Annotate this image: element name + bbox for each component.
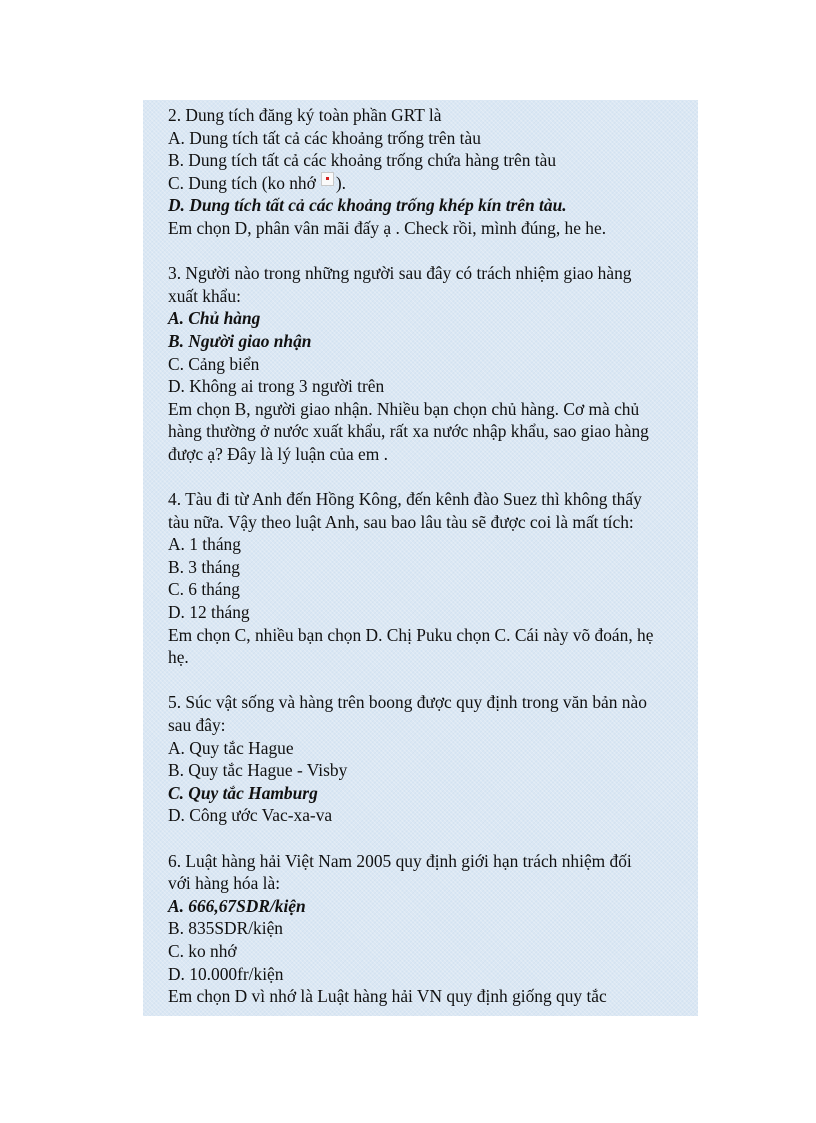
document-content [168, 104, 693, 1008]
question-6-comment-line1: Em chọn D vì nhớ là Luật hàng hải VN quy định giống quy tắc [168, 986, 607, 1007]
question-5-option-c-selected: C. Quy tắc Hamburg [168, 782, 318, 803]
question-6-text-line1: 6. Luật hàng hải Việt Nam 2005 quy định giới hạn trách nhiệm đối [168, 850, 632, 871]
question-3-option-d: D. Không ai trong 3 người trên [168, 376, 385, 397]
question-2-option-b: B. Dung tích tất cả các khoảng trống chứa hàng trên tàu [168, 150, 557, 171]
question-4-text-line1: 4. Tàu đi từ Anh đến Hồng Kông, đến kênh đào Suez thì không thấy [168, 489, 642, 510]
question-2-text: 2. Dung tích đăng ký toàn phần GRT là [168, 105, 442, 125]
question-2-option-d-selected: D. Dung tích tất cả các khoảng trống khép kín trên tàu. [168, 195, 567, 216]
spacer [168, 827, 693, 850]
spacer [168, 240, 693, 263]
question-3-text-line2: xuất khẩu: [168, 285, 241, 306]
question-6-option-c: C. ko nhớ [168, 940, 237, 961]
question-4-comment-line1: Em chọn C, nhiều bạn chọn D. Chị Puku chọn C. Cái này võ đoán, hẹ [168, 624, 654, 645]
question-3-option-b-selected: B. Người giao nhận [168, 330, 312, 351]
question-5-text-line1: 5. Súc vật sống và hàng trên boong được quy định trong văn bản nào [168, 692, 647, 713]
question-3-option-a-selected: A. Chủ hàng [168, 308, 261, 329]
broken-image-icon [321, 172, 334, 186]
question-4-option-a: A. 1 tháng [168, 534, 241, 555]
question-2-option-c-text: C. Dung tích (ko nhớ [168, 172, 316, 193]
question-2-option-c-suffix: ). [335, 172, 346, 193]
document-panel [143, 100, 698, 1016]
question-5-option-b: B. Quy tắc Hague - Visby [168, 760, 348, 781]
question-5-text-line2: sau đây: [168, 715, 226, 736]
question-5-option-a: A. Quy tắc Hague [168, 737, 294, 758]
question-4-option-c: C. 6 tháng [168, 579, 240, 600]
question-6-option-a-selected: A. 666,67SDR/kiện [168, 895, 306, 916]
question-2-comment: Em chọn D, phân vân mãi đấy ạ . Check rồi, mình đúng, he he. [168, 217, 607, 238]
question-6-text-line2: với hàng hóa là: [168, 873, 281, 894]
question-6-option-b: B. 835SDR/kiện [168, 918, 283, 939]
question-4-comment-line2: hẹ. [168, 647, 189, 668]
question-3-option-c: C. Cảng biển [168, 353, 260, 374]
spacer [168, 669, 693, 692]
question-2-option-c [168, 172, 693, 195]
question-3-comment-line1: Em chọn B, người giao nhận. Nhiều bạn chọn chủ hàng. Cơ mà chủ [168, 398, 640, 419]
question-3-comment-line2: hàng thường ở nước xuất khẩu, rất xa nước nhập khẩu, sao giao hàng [168, 421, 649, 442]
question-3-text-line1: 3. Người nào trong những người sau đây có trách nhiệm giao hàng [168, 263, 632, 284]
question-4-option-b: B. 3 tháng [168, 556, 240, 577]
spacer [168, 466, 693, 489]
question-3-comment-line3: được ạ? Đây là lý luận của em . [168, 443, 388, 464]
question-5-option-d: D. Công ước Vac-xa-va [168, 805, 333, 826]
question-4-option-d: D. 12 tháng [168, 602, 250, 623]
question-2-option-a: A. Dung tích tất cả các khoảng trống trên tàu [168, 127, 481, 148]
question-6-option-d: D. 10.000fr/kiện [168, 963, 284, 984]
question-4-text-line2: tàu nữa. Vậy theo luật Anh, sau bao lâu tàu sẽ được coi là mất tích: [168, 511, 634, 532]
